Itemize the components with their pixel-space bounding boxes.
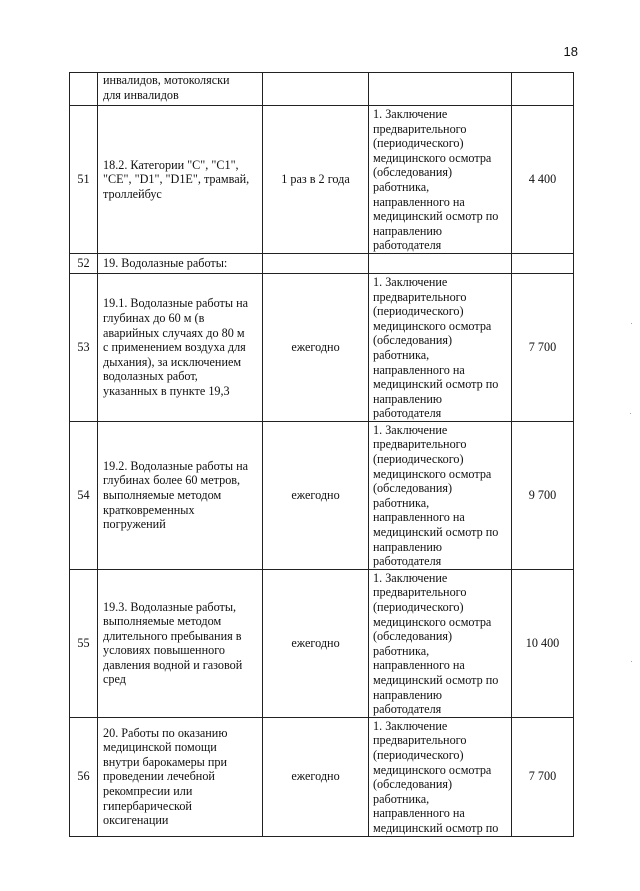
price-cell xyxy=(512,253,574,273)
document-line: направленного на xyxy=(373,510,465,525)
documents-cell xyxy=(369,106,512,254)
documents-cell xyxy=(369,253,512,273)
work-type-cell xyxy=(98,717,263,836)
scan-speck: · xyxy=(630,318,633,328)
documents-cell xyxy=(369,73,512,106)
price-cell xyxy=(512,73,574,106)
work-type-line: 19.3. Водолазные работы, xyxy=(103,599,237,614)
price-cell: 4 400 xyxy=(512,106,574,254)
work-type-line: с применением воздуха для xyxy=(103,340,246,355)
document-line: направленного на xyxy=(373,194,465,209)
work-type-line: 19.2. Водолазные работы на xyxy=(103,458,249,473)
periodicity-cell: 1 раз в 2 года xyxy=(263,106,369,254)
document-line: медицинского осмотра xyxy=(373,150,492,165)
periodicity-cell: ежегодно xyxy=(263,569,369,717)
work-type-line: внутри барокамеры при xyxy=(103,754,228,769)
periodicity-cell xyxy=(263,253,369,273)
document-line: (обследования) xyxy=(373,333,453,348)
document-line: 1. Заключение xyxy=(373,422,448,437)
work-type-line: инвалидов, мотоколяски xyxy=(103,73,230,87)
document-line: направлению xyxy=(373,687,443,702)
document-line: (обследования) xyxy=(373,165,453,180)
document-line: работодателя xyxy=(373,702,442,717)
work-type-line: указанных в пункте 19,3 xyxy=(103,383,230,398)
document-line: направленного на xyxy=(373,362,465,377)
document-line: предварительного xyxy=(373,585,467,600)
table-row xyxy=(70,569,574,717)
work-type-line: троллейбус xyxy=(103,186,162,201)
work-type-line: для инвалидов xyxy=(103,87,179,102)
work-type-line: длительного пребывания в xyxy=(103,628,242,643)
documents-cell xyxy=(369,717,512,836)
documents-cell xyxy=(369,273,512,421)
work-type-line: водолазных работ, xyxy=(103,369,198,384)
document-line: направленного на xyxy=(373,806,465,821)
document-line: (периодического) xyxy=(373,600,464,614)
document-line: работника, xyxy=(373,179,430,194)
document-line: направленного на xyxy=(373,658,465,673)
work-type-line: условиях повышенного xyxy=(103,643,225,658)
price-cell: 7 700 xyxy=(512,717,574,836)
document-line: работника, xyxy=(373,791,430,806)
document-line: медицинский осмотр по xyxy=(373,525,499,540)
work-type-line: оксигенации xyxy=(103,813,169,828)
document-line: работодателя xyxy=(373,238,442,253)
document-line: работника, xyxy=(373,643,430,658)
table-row xyxy=(70,421,574,569)
document-line: медицинского осмотра xyxy=(373,466,492,481)
scan-speck: · xyxy=(629,408,632,418)
document-line: медицинский осмотр по xyxy=(373,672,499,687)
work-type-line: глубинах до 60 м (в xyxy=(103,310,205,325)
document-line: работника, xyxy=(373,495,430,510)
document-line: 1. Заключение xyxy=(373,570,448,585)
document-line: медицинский осмотр по xyxy=(373,820,499,835)
work-type-line: дыхания), за исключением xyxy=(103,354,242,369)
row-number xyxy=(70,73,98,106)
document-line: (периодического) xyxy=(373,452,464,467)
row-number: 56 xyxy=(70,717,98,836)
document-line: (обследования) xyxy=(373,629,453,644)
work-type-line: кратковременных xyxy=(103,502,195,517)
document-line: (периодического) xyxy=(373,304,464,319)
document-line: (обследования) xyxy=(373,481,453,496)
table-row xyxy=(70,717,574,836)
work-type-line: "CE", "D1", "D1E", трамвай, xyxy=(103,172,250,187)
row-number: 54 xyxy=(70,421,98,569)
document-line: 1. Заключение xyxy=(373,718,448,733)
work-type-line: проведении лечебной xyxy=(103,769,215,784)
documents-cell xyxy=(369,569,512,717)
document-line: работодателя xyxy=(373,406,442,421)
document-line: предварительного xyxy=(373,121,467,136)
work-type-line: медицинской помощи xyxy=(103,740,217,755)
document-line: (периодического) xyxy=(373,136,464,151)
periodicity-cell xyxy=(263,73,369,106)
document-line: медицинский осмотр по xyxy=(373,209,499,224)
table-row xyxy=(70,73,574,106)
work-type-line: рекомпресии или xyxy=(103,783,193,798)
work-type-line: глубинах более 60 метров, xyxy=(103,473,241,488)
work-type-line: аварийных случаях до 80 м xyxy=(103,325,245,340)
table-row xyxy=(70,253,574,273)
work-type-line: погружений xyxy=(103,517,166,532)
document-line: 1. Заключение xyxy=(373,107,448,121)
document-line: предварительного xyxy=(373,437,467,452)
services-table xyxy=(69,72,574,837)
document-line: (периодического) xyxy=(373,747,464,762)
periodicity-cell: ежегодно xyxy=(263,717,369,836)
document-line: предварительного xyxy=(373,289,467,304)
work-type-cell xyxy=(98,421,263,569)
document-line: медицинского осмотра xyxy=(373,762,492,777)
document-line: медицинского осмотра xyxy=(373,318,492,333)
work-type-cell xyxy=(98,253,263,273)
work-type-line: 19.1. Водолазные работы на xyxy=(103,296,249,311)
work-type-cell xyxy=(98,73,263,106)
table-row xyxy=(70,106,574,254)
document-line: работника, xyxy=(373,347,430,362)
page-number: 18 xyxy=(563,44,578,59)
row-number: 55 xyxy=(70,569,98,717)
work-type-line: 18.2. Категории "C", "C1", xyxy=(103,157,239,172)
scan-speck: · xyxy=(630,656,633,666)
document-line: медицинского осмотра xyxy=(373,614,492,629)
work-type-cell xyxy=(98,106,263,254)
document-line: (обследования) xyxy=(373,777,453,792)
document-line: медицинский осмотр по xyxy=(373,377,499,392)
document-line: направлению xyxy=(373,391,443,406)
row-number: 52 xyxy=(70,253,98,273)
work-type-line: гипербарической xyxy=(103,798,192,813)
price-cell: 7 700 xyxy=(512,273,574,421)
document-line: работодателя xyxy=(373,554,442,569)
work-type-line: выполняемые методом xyxy=(103,614,222,629)
document-line: направлению xyxy=(373,223,443,238)
work-type-cell xyxy=(98,569,263,717)
row-number: 53 xyxy=(70,273,98,421)
document-line: направлению xyxy=(373,539,443,554)
price-cell: 9 700 xyxy=(512,421,574,569)
work-type-line: 19. Водолазные работы: xyxy=(103,256,228,271)
row-number: 51 xyxy=(70,106,98,254)
documents-cell xyxy=(369,421,512,569)
document-line: предварительного xyxy=(373,733,467,748)
work-type-line: 20. Работы по оказанию xyxy=(103,725,228,740)
work-type-line: сред xyxy=(103,672,126,687)
work-type-line: выполняемые методом xyxy=(103,488,222,503)
work-type-line: давления водной и газовой xyxy=(103,657,243,672)
periodicity-cell: ежегодно xyxy=(263,421,369,569)
work-type-cell xyxy=(98,273,263,421)
price-cell: 10 400 xyxy=(512,569,574,717)
periodicity-cell: ежегодно xyxy=(263,273,369,421)
table-row xyxy=(70,273,574,421)
document-line: 1. Заключение xyxy=(373,274,448,289)
